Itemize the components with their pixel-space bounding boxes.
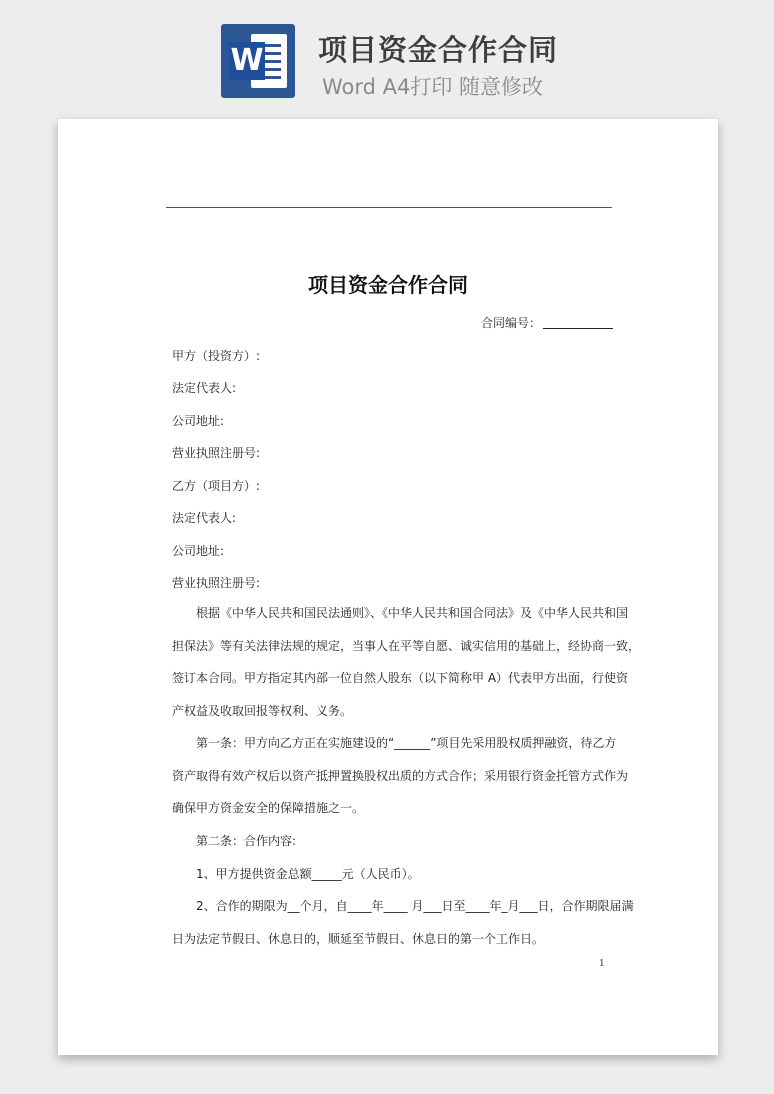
document-page: [58, 119, 718, 1055]
article-2-heading: 第二条：合作内容:: [196, 834, 297, 848]
article-1-line: 资产取得有效产权后以资产抵押置换股权出质的方式合作；采用银行资金托管方式作为: [172, 768, 629, 783]
party-b-name: 乙方（项目方）:: [172, 479, 261, 493]
party-b-license: 营业执照注册号:: [172, 576, 261, 590]
article-1-line: 第一条：甲方向乙方正在实施建设的“______”项目先采用股权质押融资，待乙方: [196, 736, 617, 750]
article-2-item-2: 2、合作的期限为__个月，自____年____ 月___日至____年_月___日，合作期限届满: [196, 899, 634, 913]
intro-line: 签订本合同。甲方指定其内部一位自然人股东（以下简称甲 A）代表甲方出面，行使资: [172, 671, 629, 685]
banner: [0, 0, 774, 110]
document-title: 项目资金合作合同: [308, 273, 468, 297]
contract-number: [481, 314, 613, 331]
party-a-name: 甲方（投资方）:: [172, 349, 261, 363]
intro-line: 担保法》等有关法律法规的规定，当事人在平等自愿、诚实信用的基础上，经协商一致，: [172, 638, 641, 653]
word-logo-icon: [221, 24, 295, 98]
intro-line: 产权益及收取回报等权利、义务。: [172, 703, 353, 718]
party-b-address: 公司地址:: [172, 544, 225, 558]
article-2: [172, 825, 634, 955]
party-b-representative: 法定代表人:: [172, 511, 237, 525]
party-a-representative: 法定代表人:: [172, 381, 237, 395]
intro-line: 根据《中华人民共和国民法通则》、《中华人民共和国合同法》及《中华人民共和国: [196, 606, 629, 620]
article-2-item-1: 1、甲方提供资金总额_____元（人民币）。: [196, 866, 420, 881]
contract-number-label: 合同编号：: [481, 316, 542, 330]
contract-number-blank: [543, 316, 613, 329]
party-a-license: 营业执照注册号:: [172, 446, 261, 460]
word-letter: W: [230, 43, 264, 78]
banner-title: 项目资金合作合同: [318, 33, 559, 67]
article-1-line: 确保甲方资金安全的保障措施之一。: [172, 801, 365, 815]
article-1: [172, 727, 629, 825]
party-a-address: 公司地址:: [172, 414, 225, 428]
header-rule: [166, 207, 612, 208]
page-number: 1: [599, 959, 605, 969]
intro-paragraph: [172, 597, 641, 727]
article-2-item-2-cont: 日为法定节假日、休息日的，顺延至节假日、休息日的第一个工作日。: [172, 931, 545, 946]
banner-subtitle: Word A4打印 随意修改: [322, 75, 544, 99]
